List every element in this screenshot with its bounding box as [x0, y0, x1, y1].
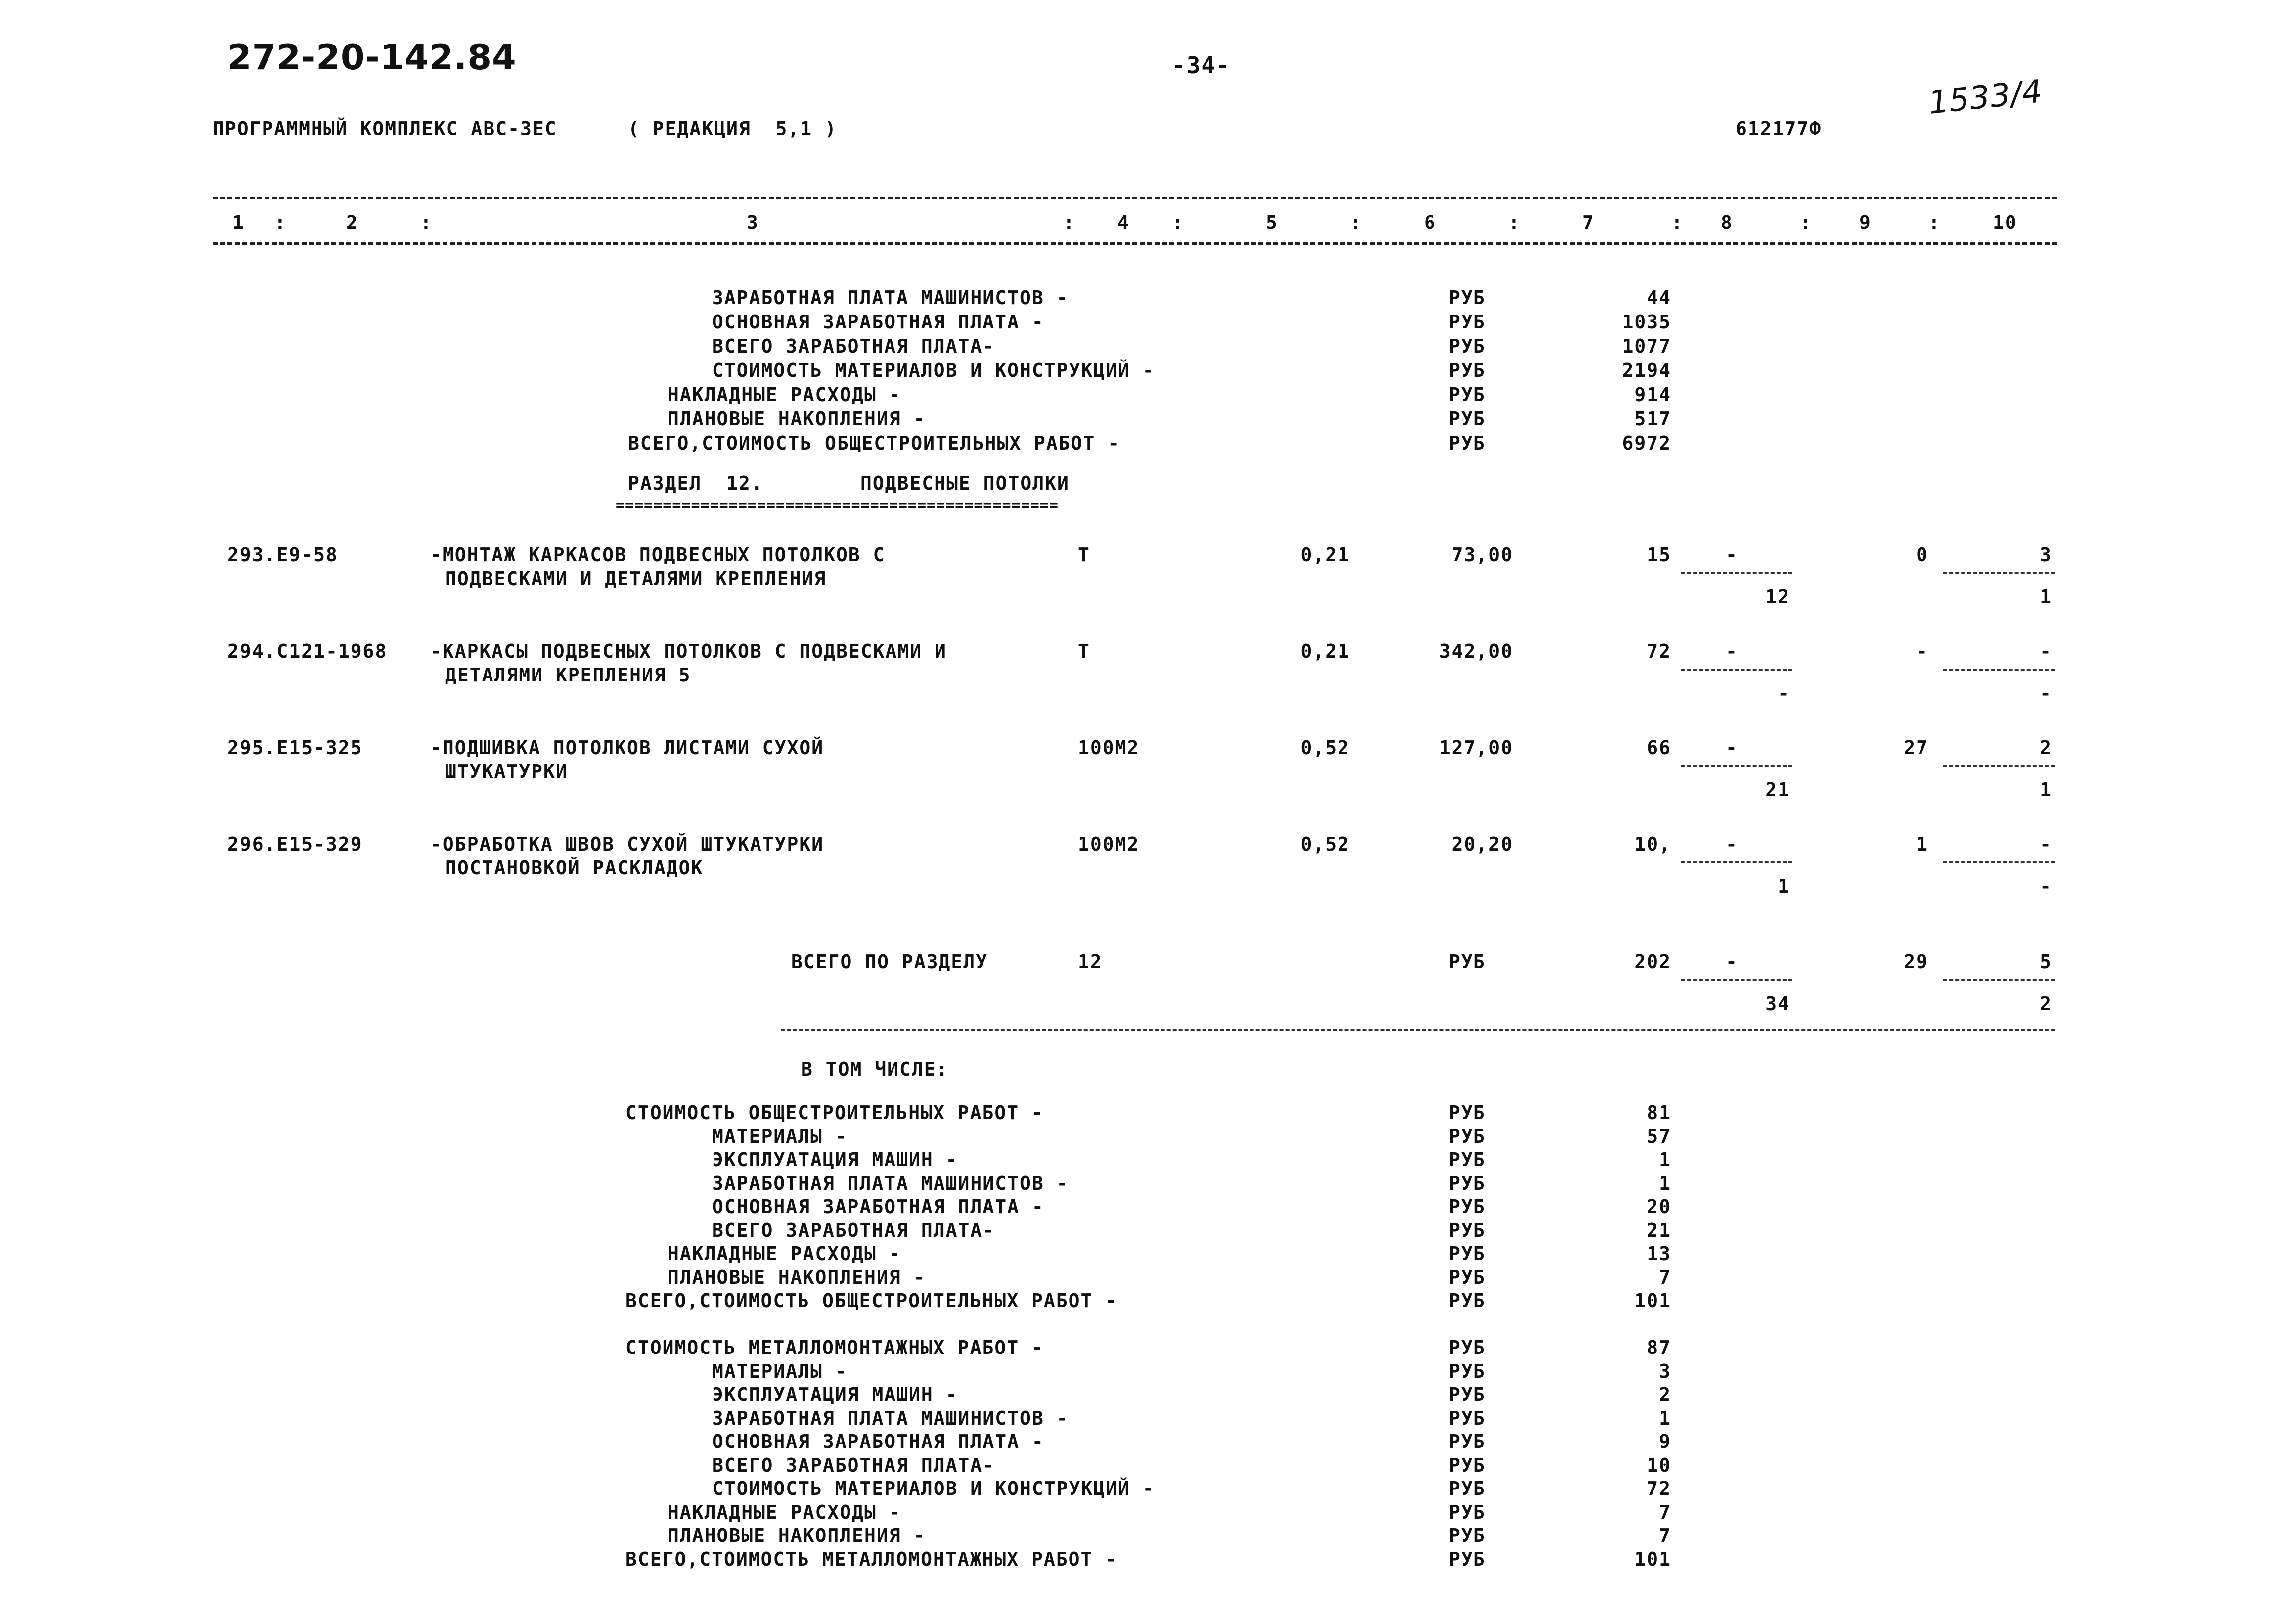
handwritten-sheet-note: 1533/4: [1926, 73, 2045, 122]
column-header-label: 6: [1424, 212, 1436, 233]
section-total-number: 12: [1078, 951, 1103, 973]
summary-row-value: 6972: [1622, 432, 1671, 454]
including-label: В ТОМ ЧИСЛЕ:: [801, 1058, 949, 1080]
item-col9: -: [1916, 640, 1928, 662]
item-col10-bottom: 1: [2040, 779, 2052, 801]
summary-row-label: ЗАРАБОТНАЯ ПЛАТА МАШИНИСТОВ -: [712, 287, 1069, 309]
item-col10-rule: [1943, 861, 2055, 863]
item-col10-bottom: 1: [2040, 586, 2052, 608]
item-code: 296.Е15-329: [227, 833, 363, 855]
general-works-row-label: ВСЕГО,СТОИМОСТЬ ОБЩЕСТРОИТЕЛЬНЫХ РАБОТ -: [625, 1290, 1118, 1311]
metal-works-row-value: 72: [1647, 1478, 1671, 1499]
general-works-row-unit: РУБ: [1449, 1290, 1486, 1311]
item-quantity: 0,21: [1300, 640, 1350, 662]
item-total-cost: 72: [1647, 640, 1671, 662]
item-col10-rule: [1943, 572, 2055, 574]
summary-row-label: СТОИМОСТЬ МАТЕРИАЛОВ И КОНСТРУКЦИЙ -: [712, 360, 1155, 381]
item-total-cost: 10,: [1634, 833, 1671, 855]
item-description-line1: -ПОДШИВКА ПОТОЛКОВ ЛИСТАМИ СУХОЙ: [430, 737, 824, 759]
item-quantity: 0,52: [1300, 737, 1350, 759]
general-works-row-value: 21: [1647, 1219, 1671, 1241]
general-works-row-value: 20: [1647, 1196, 1671, 1218]
general-works-row-unit: РУБ: [1449, 1172, 1486, 1194]
column-separator: :: [1350, 212, 1362, 233]
item-col8-top: -: [1726, 640, 1738, 662]
general-works-row-value: 101: [1634, 1290, 1671, 1311]
metal-works-row-unit: РУБ: [1449, 1384, 1486, 1405]
metal-works-row-unit: РУБ: [1449, 1501, 1486, 1523]
item-col9: 27: [1904, 737, 1928, 759]
general-works-row-label: СТОИМОСТЬ ОБЩЕСТРОИТЕЛЬНЫХ РАБОТ -: [625, 1102, 1044, 1124]
item-col8-rule: [1681, 669, 1792, 671]
metal-works-row-unit: РУБ: [1449, 1454, 1486, 1476]
item-description-line2: ПОСТАНОВКОЙ РАСКЛАДОК: [445, 857, 704, 879]
item-col8-bottom: 1: [1778, 875, 1790, 897]
summary-row-unit: РУБ: [1449, 360, 1486, 381]
general-works-row-value: 7: [1659, 1266, 1671, 1288]
summary-row-label: ПЛАНОВЫЕ НАКОПЛЕНИЯ -: [668, 408, 926, 430]
metal-works-row-unit: РУБ: [1449, 1431, 1486, 1452]
column-separator: :: [1508, 212, 1520, 233]
document-code: 272-20-142.84: [227, 37, 517, 78]
section-total-col8-rule: [1681, 979, 1792, 981]
item-col10-top: 3: [2040, 544, 2052, 566]
general-works-row-unit: РУБ: [1449, 1125, 1486, 1147]
metal-works-row-value: 3: [1659, 1360, 1671, 1382]
column-header-label: 9: [1859, 212, 1872, 233]
column-header-label: 3: [747, 212, 759, 233]
section-total-col8-bottom: 34: [1765, 993, 1790, 1015]
column-separator: :: [1172, 212, 1184, 233]
summary-row-value: 914: [1634, 384, 1671, 406]
summary-row-unit: РУБ: [1449, 384, 1486, 406]
section-total-label: ВСЕГО ПО РАЗДЕЛУ: [791, 951, 988, 973]
metal-works-row-label: НАКЛАДНЫЕ РАСХОДЫ -: [668, 1501, 901, 1523]
metal-works-row-label: ВСЕГО,СТОИМОСТЬ МЕТАЛЛОМОНТАЖНЫХ РАБОТ -: [625, 1548, 1118, 1570]
metal-works-row-value: 7: [1659, 1501, 1671, 1523]
item-col10-bottom: -: [2040, 875, 2052, 897]
metal-works-row-unit: РУБ: [1449, 1337, 1486, 1358]
summary-row-value: 1035: [1622, 311, 1671, 333]
item-description-line2: ПОДВЕСКАМИ И ДЕТАЛЯМИ КРЕПЛЕНИЯ: [445, 568, 827, 589]
item-quantity: 0,52: [1300, 833, 1350, 855]
summary-row-unit: РУБ: [1449, 408, 1486, 430]
summary-row-value: 44: [1647, 287, 1671, 309]
metal-works-row-label: ЭКСПЛУАТАЦИЯ МАШИН -: [712, 1384, 958, 1405]
item-total-cost: 66: [1647, 737, 1671, 759]
header-rule-top: [213, 197, 2057, 199]
general-works-row-value: 13: [1647, 1243, 1671, 1264]
item-description-line1: -ОБРАБОТКА ШВОВ СУХОЙ ШТУКАТУРКИ: [430, 833, 824, 855]
item-col8-top: -: [1726, 737, 1738, 759]
item-col8-bottom: 21: [1765, 779, 1790, 801]
item-col9: 0: [1916, 544, 1928, 566]
metal-works-row-label: МАТЕРИАЛЫ -: [712, 1360, 848, 1382]
section-total-col10-rule: [1943, 979, 2055, 981]
item-col10-top: -: [2040, 640, 2052, 662]
item-col8-top: -: [1726, 544, 1738, 566]
general-works-row-value: 81: [1647, 1102, 1671, 1124]
section-underline: ===============================================: [616, 497, 1059, 514]
summary-row-unit: РУБ: [1449, 287, 1486, 309]
header-rule-bottom: [213, 242, 2057, 245]
general-works-row-unit: РУБ: [1449, 1196, 1486, 1218]
item-col10-rule: [1943, 669, 2055, 671]
column-separator: :: [420, 212, 433, 233]
general-works-row-value: 1: [1659, 1149, 1671, 1171]
item-description-line1: -КАРКАСЫ ПОДВЕСНЫХ ПОТОЛКОВ С ПОДВЕСКАМИ И: [430, 640, 947, 662]
column-separator: :: [1800, 212, 1812, 233]
item-col8-rule: [1681, 765, 1792, 767]
section-total-unit: РУБ: [1449, 951, 1486, 973]
item-unit: Т: [1078, 640, 1090, 662]
item-col8-bottom: -: [1778, 682, 1790, 704]
item-code: 295.Е15-325: [227, 737, 363, 759]
general-works-row-label: МАТЕРИАЛЫ -: [712, 1125, 848, 1147]
section-total-rule: [781, 1029, 2055, 1031]
summary-row-value: 517: [1634, 408, 1671, 430]
item-col10-top: -: [2040, 833, 2052, 855]
summary-row-value: 2194: [1622, 360, 1671, 381]
item-unit-price: 342,00: [1439, 640, 1513, 662]
item-description-line2: ШТУКАТУРКИ: [445, 761, 568, 782]
item-unit: Т: [1078, 544, 1090, 566]
section-total-col10-top: 5: [2040, 951, 2052, 973]
general-works-row-unit: РУБ: [1449, 1102, 1486, 1124]
general-works-row-unit: РУБ: [1449, 1219, 1486, 1241]
general-works-row-label: НАКЛАДНЫЕ РАСХОДЫ -: [668, 1243, 901, 1264]
column-header-label: 5: [1266, 212, 1278, 233]
summary-row-unit: РУБ: [1449, 335, 1486, 357]
column-separator: :: [1928, 212, 1941, 233]
item-col10-rule: [1943, 765, 2055, 767]
item-unit-price: 20,20: [1451, 833, 1513, 855]
section-total-cost: 202: [1634, 951, 1671, 973]
metal-works-row-label: ПЛАНОВЫЕ НАКОПЛЕНИЯ -: [668, 1525, 926, 1546]
section-name: ПОДВЕСНЫЕ ПОТОЛКИ: [860, 472, 1070, 494]
item-description-line1: -МОНТАЖ КАРКАСОВ ПОДВЕСНЫХ ПОТОЛКОВ С: [430, 544, 886, 566]
general-works-row-label: ПЛАНОВЫЕ НАКОПЛЕНИЯ -: [668, 1266, 926, 1288]
section-total-col10-bottom: 2: [2040, 993, 2052, 1015]
column-header-label: 4: [1117, 212, 1130, 233]
metal-works-row-label: ОСНОВНАЯ ЗАРАБОТНАЯ ПЛАТА -: [712, 1431, 1044, 1452]
item-col8-top: -: [1726, 833, 1738, 855]
item-description-line2: ДЕТАЛЯМИ КРЕПЛЕНИЯ 5: [445, 664, 691, 686]
metal-works-row-value: 10: [1647, 1454, 1671, 1476]
item-col10-top: 2: [2040, 737, 2052, 759]
section-number: РАЗДЕЛ 12.: [628, 472, 763, 494]
program-title: ПРОГРАММНЫЙ КОМПЛЕКС АВС-ЗЕС: [213, 118, 557, 139]
column-header-label: 7: [1582, 212, 1595, 233]
general-works-row-unit: РУБ: [1449, 1149, 1486, 1171]
item-col8-rule: [1681, 572, 1792, 574]
general-works-row-label: ОСНОВНАЯ ЗАРАБОТНАЯ ПЛАТА -: [712, 1196, 1044, 1218]
metal-works-row-value: 87: [1647, 1337, 1671, 1358]
general-works-row-unit: РУБ: [1449, 1243, 1486, 1264]
general-works-row-value: 57: [1647, 1125, 1671, 1147]
general-works-row-unit: РУБ: [1449, 1266, 1486, 1288]
metal-works-row-value: 2: [1659, 1384, 1671, 1405]
item-total-cost: 15: [1647, 544, 1671, 566]
section-total-col9: 29: [1904, 951, 1928, 973]
item-quantity: 0,21: [1300, 544, 1350, 566]
metal-works-row-label: ЗАРАБОТНАЯ ПЛАТА МАШИНИСТОВ -: [712, 1407, 1069, 1429]
summary-row-value: 1077: [1622, 335, 1671, 357]
column-header-label: 10: [1993, 212, 2017, 233]
metal-works-row-value: 9: [1659, 1431, 1671, 1452]
item-col8-rule: [1681, 861, 1792, 863]
metal-works-row-value: 7: [1659, 1525, 1671, 1546]
general-works-row-label: ЭКСПЛУАТАЦИЯ МАШИН -: [712, 1149, 958, 1171]
item-code: 294.С121-1968: [227, 640, 388, 662]
section-total-col8-top: -: [1726, 951, 1738, 973]
column-header-label: 8: [1721, 212, 1733, 233]
item-col8-bottom: 12: [1765, 586, 1790, 608]
item-unit-price: 127,00: [1439, 737, 1513, 759]
general-works-row-label: ВСЕГО ЗАРАБОТНАЯ ПЛАТА-: [712, 1219, 995, 1241]
item-col9: 1: [1916, 833, 1928, 855]
metal-works-row-unit: РУБ: [1449, 1525, 1486, 1546]
metal-works-row-label: СТОИМОСТЬ МЕТАЛЛОМОНТАЖНЫХ РАБОТ -: [625, 1337, 1044, 1358]
column-separator: :: [1063, 212, 1075, 233]
metal-works-row-label: СТОИМОСТЬ МАТЕРИАЛОВ И КОНСТРУКЦИЙ -: [712, 1478, 1155, 1499]
column-header-label: 1: [232, 212, 245, 233]
column-separator: :: [1671, 212, 1684, 233]
summary-row-unit: РУБ: [1449, 311, 1486, 333]
summary-row-label: ВСЕГО,СТОИМОСТЬ ОБЩЕСТРОИТЕЛЬНЫХ РАБОТ -: [628, 432, 1120, 454]
metal-works-row-label: ВСЕГО ЗАРАБОТНАЯ ПЛАТА-: [712, 1454, 995, 1476]
item-col10-bottom: -: [2040, 682, 2052, 704]
metal-works-row-unit: РУБ: [1449, 1478, 1486, 1499]
metal-works-row-unit: РУБ: [1449, 1407, 1486, 1429]
metal-works-row-value: 1: [1659, 1407, 1671, 1429]
item-code: 293.Е9-58: [227, 544, 338, 566]
metal-works-row-value: 101: [1634, 1548, 1671, 1570]
metal-works-row-unit: РУБ: [1449, 1548, 1486, 1570]
summary-row-unit: РУБ: [1449, 432, 1486, 454]
column-header-label: 2: [346, 212, 358, 233]
summary-row-label: ОСНОВНАЯ ЗАРАБОТНАЯ ПЛАТА -: [712, 311, 1044, 333]
summary-row-label: ВСЕГО ЗАРАБОТНАЯ ПЛАТА-: [712, 335, 995, 357]
report-code: 612177Ф: [1736, 118, 1822, 139]
general-works-row-label: ЗАРАБОТНАЯ ПЛАТА МАШИНИСТОВ -: [712, 1172, 1069, 1194]
metal-works-row-unit: РУБ: [1449, 1360, 1486, 1382]
item-unit: 100М2: [1078, 737, 1140, 759]
page-number: -34-: [1172, 52, 1231, 79]
item-unit-price: 73,00: [1451, 544, 1513, 566]
summary-row-label: НАКЛАДНЫЕ РАСХОДЫ -: [668, 384, 901, 406]
item-unit: 100М2: [1078, 833, 1140, 855]
column-separator: :: [274, 212, 287, 233]
program-edition: ( РЕДАКЦИЯ 5,1 ): [628, 118, 837, 139]
general-works-row-value: 1: [1659, 1172, 1671, 1194]
